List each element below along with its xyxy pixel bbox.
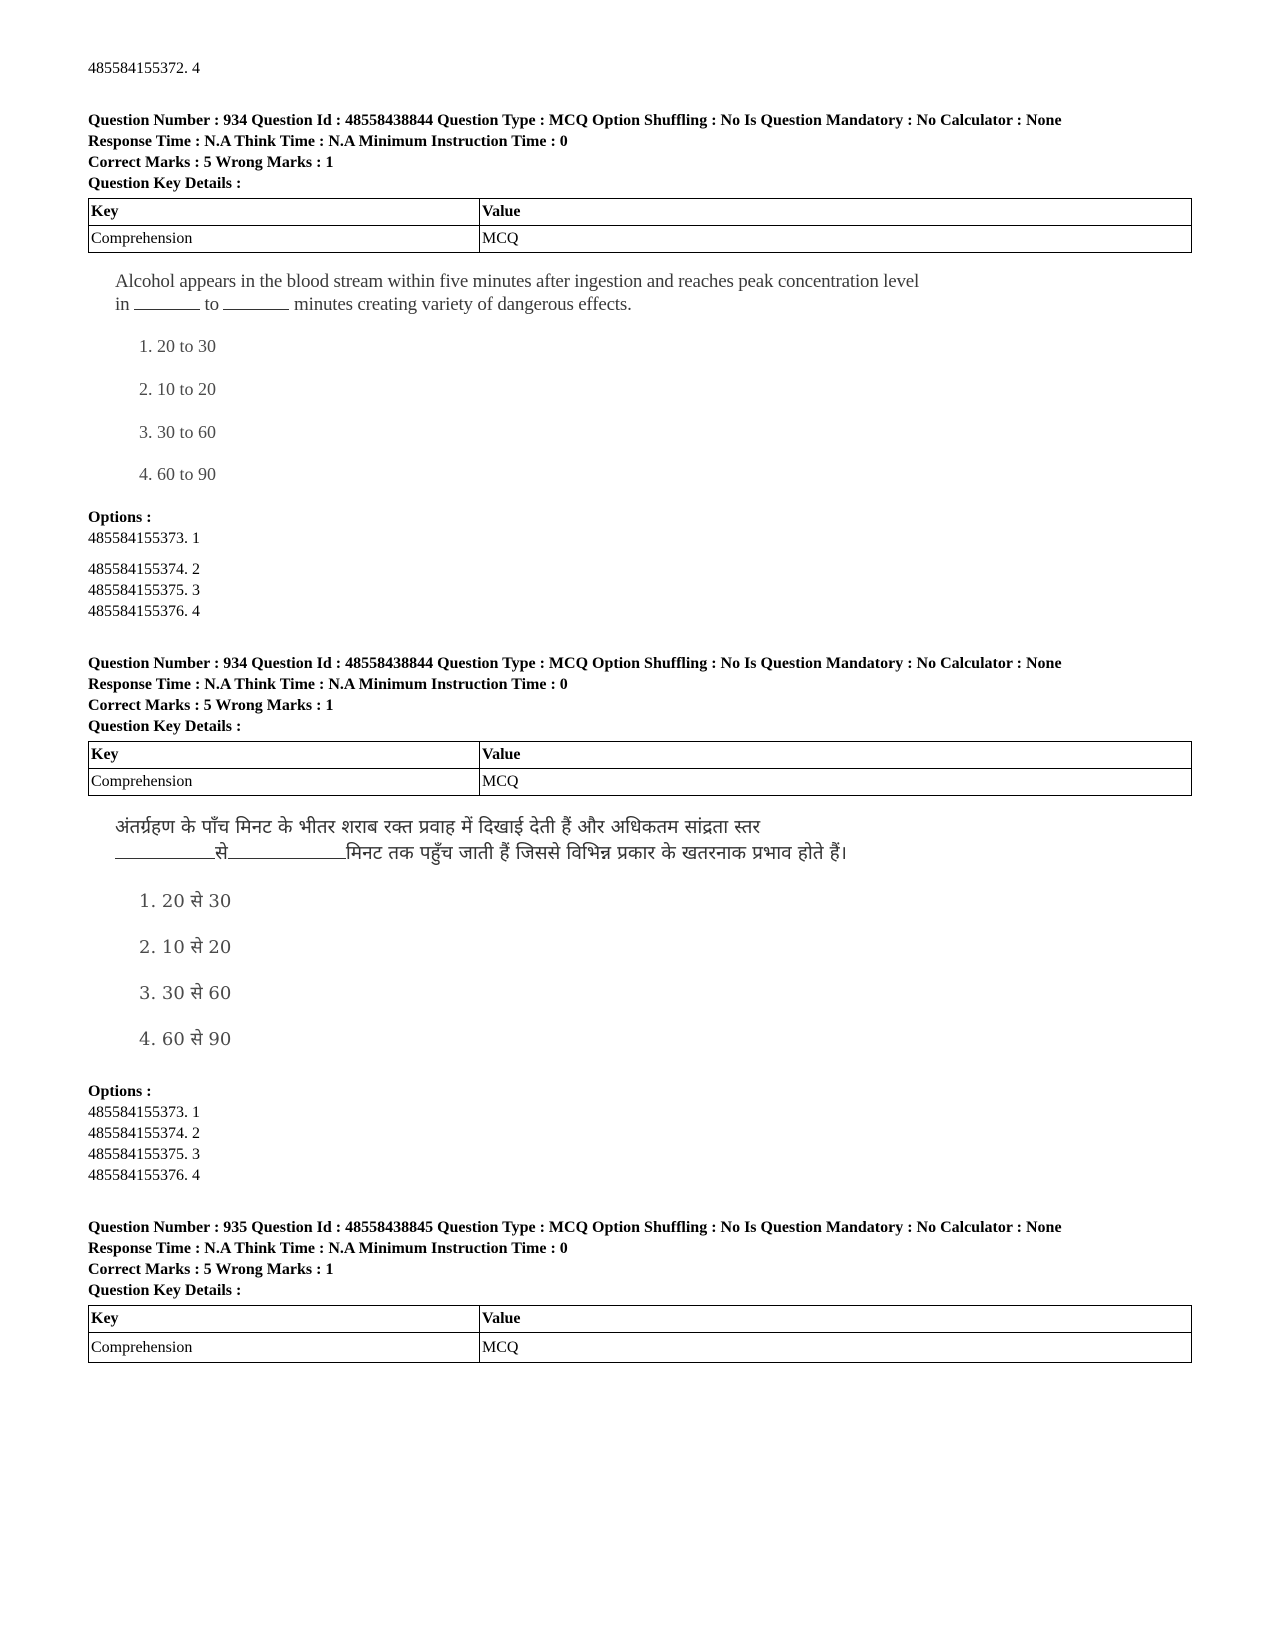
choice-item: 3. 30 से 60 [139, 983, 232, 1004]
option-id: 485584155376. 4 [88, 1167, 200, 1184]
question-header-line2: Response Time : N.A Think Time : N.A Minimum Instruction Time : 0 [88, 133, 568, 150]
question-text-part: मिनट तक पहुँच जाती हैं जिससे विभिन्न प्रकार के खतरनाक प्रभाव होते हैं। [345, 842, 847, 864]
key-cell: Comprehension [89, 226, 480, 253]
option-id: 485584155373. 1 [88, 1104, 200, 1121]
question-text-line1: अंतर्ग्रहण के पाँच मिनट के भीतर शराब रक्त प्रवाह में दिखाई देती हैं और अधिकतम सांद्रता स्तर [115, 816, 761, 838]
value-cell: MCQ [480, 226, 1192, 253]
option-id: 485584155375. 3 [88, 1146, 200, 1163]
key-details-table [88, 198, 1192, 253]
question-header-line3: Correct Marks : 5 Wrong Marks : 1 [88, 154, 334, 171]
question-header-line1: Question Number : 934 Question Id : 48558438844 Question Type : MCQ Option Shuffling : No Is Question Mandatory : No Calculator : None [88, 112, 1062, 129]
value-header: Value [480, 1306, 1192, 1333]
question-header-line3: Correct Marks : 5 Wrong Marks : 1 [88, 1261, 334, 1278]
option-id: 485584155375. 3 [88, 582, 200, 599]
question-text-part: to [204, 294, 219, 315]
option-id: 485584155373. 1 [88, 530, 200, 547]
key-header: Key [89, 1306, 480, 1333]
options-label: Options : [88, 1083, 152, 1100]
question-header-line1: Question Number : 934 Question Id : 48558438844 Question Type : MCQ Option Shuffling : No Is Question Mandatory : No Calculator : None [88, 655, 1062, 672]
previous-option: 485584155372. 4 [88, 60, 200, 77]
value-cell: MCQ [480, 1333, 1192, 1363]
question-header-line2: Response Time : N.A Think Time : N.A Minimum Instruction Time : 0 [88, 1240, 568, 1257]
option-id: 485584155374. 2 [88, 1125, 200, 1142]
choice-item: 3. 30 to 60 [139, 422, 217, 442]
key-details-label: Question Key Details : [88, 718, 242, 735]
choice-item: 4. 60 से 90 [139, 1029, 232, 1050]
blank-line [134, 308, 200, 310]
key-details-table [88, 1305, 1192, 1363]
question-text-part: से [215, 842, 228, 864]
choice-item: 4. 60 to 90 [139, 464, 217, 484]
key-cell: Comprehension [89, 1333, 480, 1363]
key-details-table [88, 741, 1192, 796]
value-header: Value [480, 742, 1192, 769]
blank-line [223, 308, 289, 310]
option-id: 485584155374. 2 [88, 561, 200, 578]
question-text-line1: Alcohol appears in the blood stream within five minutes after ingestion and reaches peak concentration level [115, 271, 920, 292]
value-header: Value [480, 199, 1192, 226]
question-header-line1: Question Number : 935 Question Id : 48558438845 Question Type : MCQ Option Shuffling : No Is Question Mandatory : No Calculator : None [88, 1219, 1062, 1236]
choice-item: 2. 10 to 20 [139, 379, 217, 399]
choice-item: 2. 10 से 20 [139, 937, 232, 958]
option-id: 485584155376. 4 [88, 603, 200, 620]
choice-item: 1. 20 से 30 [139, 891, 232, 912]
question-text-part: minutes creating variety of dangerous effects. [294, 294, 632, 315]
key-details-label: Question Key Details : [88, 175, 242, 192]
key-details-label: Question Key Details : [88, 1282, 242, 1299]
blank-line [115, 857, 215, 859]
options-label: Options : [88, 509, 152, 526]
question-header-line3: Correct Marks : 5 Wrong Marks : 1 [88, 697, 334, 714]
question-header-line2: Response Time : N.A Think Time : N.A Minimum Instruction Time : 0 [88, 676, 568, 693]
question-text-line2 [115, 843, 847, 864]
key-cell: Comprehension [89, 769, 480, 796]
key-header: Key [89, 199, 480, 226]
value-cell: MCQ [480, 769, 1192, 796]
key-header: Key [89, 742, 480, 769]
choice-item: 1. 20 to 30 [139, 336, 217, 356]
question-text-part: in [115, 294, 130, 315]
question-text-line2 [115, 293, 632, 317]
blank-line [228, 857, 346, 859]
